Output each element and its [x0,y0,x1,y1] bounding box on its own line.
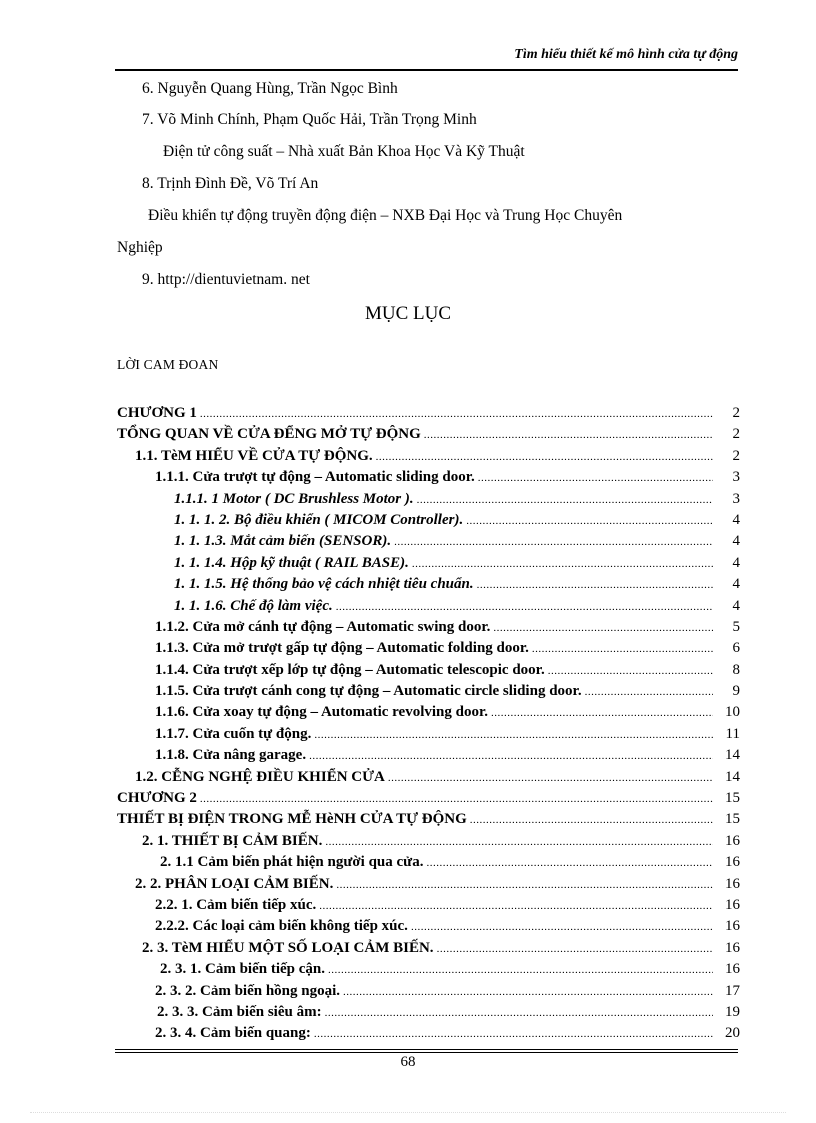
toc-leader [314,1028,713,1040]
toc-entry-text: 1. 1. 1.6. Chế độ làm việc. [174,597,333,614]
toc-leader [491,707,713,719]
toc-entry-page: 4 [732,597,740,614]
toc-entry-page: 16 [725,875,740,892]
toc-entry[interactable] [117,662,740,683]
toc-entry-page: 2 [732,426,740,443]
toc-leader [343,986,713,998]
toc-entry-text: 1.1.1. 1 Motor ( DC Brushless Motor ). [174,490,414,507]
toc-entry-page: 8 [732,661,740,678]
toc-leader [477,579,713,591]
toc-entry[interactable] [117,811,740,832]
toc-leader [388,772,713,784]
toc-entry-page: 15 [725,811,740,828]
reference-7-title: Điện tử công suất – Nhà xuất Bản Khoa Học Và Kỹ Thuật [163,143,525,160]
toc-entry[interactable] [117,448,740,469]
toc-leader [314,729,713,741]
toc-entry-text: 1.1.7. Cửa cuốn tự động. [155,725,312,742]
toc-entry-text: 2. 3. 4. Cảm biến quang: [155,1025,311,1042]
toc-entry-text: 1.1.1. Cửa trượt tự động – Automatic sliding door. [155,469,475,486]
reference-7: 7. Võ Minh Chính, Phạm Quốc Hải, Trần Trọng Minh [142,111,477,128]
table-of-contents [117,405,740,1047]
toc-leader [411,921,713,933]
toc-leader [325,1007,713,1019]
toc-entry[interactable] [117,961,740,982]
toc-leader [394,536,713,548]
toc-entry[interactable] [117,1025,740,1046]
toc-entry-page: 11 [725,725,740,742]
footer-rule-double [115,1052,738,1053]
toc-entry-text: 2. 3. 2. Cảm biến hồng ngoại. [155,982,341,999]
toc-leader [493,622,713,634]
toc-entry-page: 4 [732,511,740,528]
toc-entry-text: 1.1.5. Cửa trượt cánh cong tự động – Automatic circle sliding door. [155,683,582,700]
toc-entry[interactable] [117,512,740,533]
toc-entry-page: 16 [725,832,740,849]
toc-entry[interactable] [117,983,740,1004]
toc-leader [532,643,713,655]
toc-entry-text: 2. 1. THIẾT BỊ CẢM BIẾN. [142,832,323,849]
toc-entry[interactable] [117,897,740,918]
toc-entry-text: TỔNG QUAN VỀ CỬA ĐỂNG MỞ TỰ ĐỘNG [117,426,421,443]
reference-8-title: Điều khiển tự động truyền động điện – NXB Đại Học và Trung Học Chuyên [148,207,623,224]
toc-entry-page: 16 [725,961,740,978]
toc-entry[interactable] [117,940,740,961]
toc-entry-text: 1.1.2. Cửa mở cánh tự động – Automatic swing door. [155,618,491,635]
toc-entry-page: 16 [725,854,740,871]
toc-entry-page: 2 [732,447,740,464]
toc-entry-page: 17 [725,982,740,999]
toc-entry-text: 1. 1. 1.5. Hệ thống bảo vệ cách nhiệt tiêu chuẩn. [174,576,474,593]
toc-entry-page: 3 [732,469,740,486]
toc-entry-text: 1. 1. 1.4. Hộp kỹ thuật ( RAIL BASE). [174,554,409,571]
toc-entry-text: CHƯƠNG 2 [117,790,197,807]
toc-leader [417,494,713,506]
toc-entry[interactable] [117,555,740,576]
toc-entry-page: 6 [732,640,740,657]
toc-entry[interactable] [117,769,740,790]
toc-entry[interactable] [117,726,740,747]
toc-entry-text: 1.1.3. Cửa mở trượt gấp tự động – Automatic folding door. [155,640,529,657]
toc-entry-page: 9 [732,683,740,700]
toc-entry[interactable] [117,833,740,854]
toc-entry[interactable] [117,854,740,875]
toc-leader [466,515,713,527]
toc-entry-page: 10 [725,704,740,721]
toc-entry-text: CHƯƠNG 1 [117,405,197,421]
toc-entry-page: 15 [725,790,740,807]
toc-leader [336,601,713,613]
toc-entry-page: 2 [732,405,740,421]
toc-leader [470,814,713,826]
toc-leader [585,686,713,698]
toc-entry-page: 16 [725,939,740,956]
toc-entry-page: 16 [725,918,740,935]
toc-entry-text: 1.1.4. Cửa trượt xếp lớp tự động – Automatic telescopic door. [155,661,545,678]
toc-leader [478,472,713,484]
toc-entry[interactable] [117,790,740,811]
toc-entry-text: 2. 3. TèM HIỂU MỘT SỐ LOẠI CẢM BIẾN. [142,939,434,956]
toc-entry[interactable] [117,576,740,597]
toc-entry[interactable] [117,704,740,725]
reference-6: 6. Nguyễn Quang Hùng, Trần Ngọc Bình [142,80,398,97]
toc-entry-text: 2.2. 1. Cảm biến tiếp xúc. [155,896,317,913]
toc-leader [437,943,713,955]
toc-entry[interactable] [117,426,740,447]
reference-8-title-cont: Nghiệp [117,239,163,256]
page-number: 68 [400,1054,416,1070]
toc-entry[interactable] [117,876,740,897]
toc-entry[interactable] [117,683,740,704]
toc-entry-text: 2. 3. 3. Cảm biến siêu âm: [157,1003,322,1020]
page-edge [30,1112,786,1113]
toc-entry-text: 1.1.8. Cửa nâng garage. [155,747,307,764]
toc-entry-text: 2.2.2. Các loại cảm biến không tiếp xúc. [155,918,408,935]
toc-entry-page: 3 [732,490,740,507]
toc-leader [309,750,713,762]
reference-9: 9. http://dientuvietnam. net [142,271,310,288]
toc-heading: MỤC LỤC [364,303,452,324]
toc-entry-text: 1. 1. 1.3. Mắt cảm biến (SENSOR). [174,533,392,550]
toc-entry-page: 19 [725,1003,740,1020]
toc-entry-page: 4 [732,576,740,593]
toc-leader [376,451,713,463]
toc-entry-text: 1.2. CỄNG NGHỆ ĐIỀU KHIỂN CỬA [135,768,385,785]
toc-entry-text: 1.1. TèM HIỂU VỀ CỬA TỰ ĐỘNG. [135,447,373,464]
toc-entry-page: 4 [732,533,740,550]
footer-rule [115,1049,738,1050]
toc-leader [200,793,713,805]
toc-entry[interactable] [117,918,740,939]
toc-entry[interactable] [117,1004,740,1025]
toc-leader [412,558,713,570]
toc-entry-page: 16 [725,896,740,913]
toc-entry[interactable] [117,405,740,426]
toc-leader [336,879,713,891]
toc-entry-page: 4 [732,554,740,571]
toc-entry[interactable] [117,533,740,554]
toc-entry[interactable] [117,469,740,490]
toc-leader [424,429,713,441]
toc-entry-text: THIẾT BỊ ĐIỆN TRONG MỄ HèNH CỬA TỰ ĐỘNG [117,811,467,828]
header-rule [115,69,738,71]
toc-entry-text: 2. 2. PHÂN LOẠI CẢM BIẾN. [135,875,334,892]
toc-entry-page: 14 [725,768,740,785]
toc-entry-text: 1. 1. 1. 2. Bộ điều khiển ( MICOM Controller). [174,511,464,528]
toc-entry-page: 20 [725,1025,740,1042]
toc-leader [319,900,713,912]
loi-cam-doan: LỜI CAM ĐOAN [117,357,219,372]
toc-entry[interactable] [117,598,740,619]
toc-leader [325,836,713,848]
toc-entry[interactable] [117,640,740,661]
toc-entry-page: 14 [725,747,740,764]
toc-leader [548,665,713,677]
toc-leader [426,857,713,869]
toc-entry[interactable] [117,491,740,512]
reference-8: 8. Trịnh Đình Đề, Võ Trí An [142,175,319,192]
toc-entry-page: 5 [732,618,740,635]
running-header: Tìm hiểu thiết kế mô hình cửa tự động [514,47,738,62]
toc-leader [328,964,713,976]
toc-entry[interactable] [117,747,740,768]
toc-entry-text: 2. 3. 1. Cảm biến tiếp cận. [160,961,325,978]
toc-entry-text: 1.1.6. Cửa xoay tự động – Automatic revolving door. [155,704,489,721]
toc-entry-text: 2. 1.1 Cảm biến phát hiện người qua cửa. [160,854,424,871]
toc-entry[interactable] [117,619,740,640]
toc-leader [200,408,713,420]
